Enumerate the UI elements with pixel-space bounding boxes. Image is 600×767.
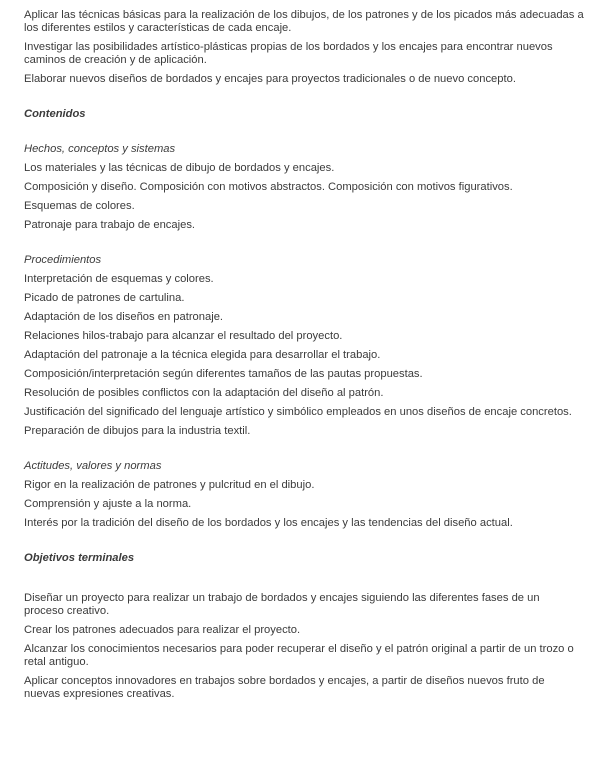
- paragraph: Comprensión y ajuste a la norma.: [24, 498, 192, 510]
- section-heading: Actitudes, valores y normas: [24, 460, 162, 472]
- paragraph: Elaborar nuevos diseños de bordados y encajes para proyectos tradicionales o de nuevo concepto.: [24, 73, 516, 85]
- paragraph: Interpretación de esquemas y colores.: [24, 273, 214, 285]
- paragraph: Aplicar las técnicas básicas para la realización de los dibujos, de los patrones y de los picados más adecuadas a los diferentes estilos y características de cada encaje.: [24, 9, 584, 34]
- paragraph: Rigor en la realización de patrones y pulcritud en el dibujo.: [24, 479, 315, 491]
- paragraph: Relaciones hilos-trabajo para alcanzar el resultado del proyecto.: [24, 330, 343, 342]
- paragraph: Alcanzar los conocimientos necesarios para poder recuperar el diseño y el patrón original a partir de un trozo o retal antiguo.: [24, 643, 574, 668]
- paragraph: Aplicar conceptos innovadores en trabajos sobre bordados y encajes, a partir de diseños nuevos fruto de nuevas expresiones creativas.: [24, 675, 545, 700]
- paragraph: Preparación de dibujos para la industria textil.: [24, 425, 251, 437]
- paragraph: Composición y diseño. Composición con motivos abstractos. Composición con motivos figurativos.: [24, 181, 513, 193]
- paragraph: Adaptación del patronaje a la técnica elegida para desarrollar el trabajo.: [24, 349, 381, 361]
- paragraph: Diseñar un proyecto para realizar un trabajo de bordados y encajes siguiendo las diferentes fases de un proceso creativo.: [24, 592, 540, 617]
- paragraph: Composición/interpretación según diferentes tamaños de las pautas propuestas.: [24, 368, 423, 380]
- paragraph: Justificación del significado del lenguaje artístico y simbólico empleados en unos diseños de encaje concretos.: [24, 406, 572, 418]
- section-heading: Procedimientos: [24, 254, 102, 266]
- paragraph: Adaptación de los diseños en patronaje.: [24, 311, 224, 323]
- paragraph: Patronaje para trabajo de encajes.: [24, 219, 196, 231]
- paragraph: Interés por la tradición del diseño de los bordados y los encajes y las tendencias del diseño actual.: [24, 517, 513, 529]
- paragraph: Resolución de posibles conflictos con la adaptación del diseño al patrón.: [24, 387, 384, 399]
- section-heading: Objetivos terminales: [24, 552, 135, 564]
- paragraph: Investigar las posibilidades artístico-plásticas propias de los bordados y los encajes para encontrar nuevos caminos de creación y de aplicación.: [24, 41, 553, 66]
- paragraph: Picado de patrones de cartulina.: [24, 292, 185, 304]
- paragraph: Crear los patrones adecuados para realizar el proyecto.: [24, 624, 301, 636]
- section-heading: Contenidos: [24, 108, 86, 120]
- paragraph: Esquemas de colores.: [24, 200, 135, 212]
- paragraph: Los materiales y las técnicas de dibujo de bordados y encajes.: [24, 162, 335, 174]
- document-body: [24, 9, 596, 701]
- section-heading: Hechos, conceptos y sistemas: [24, 143, 176, 155]
